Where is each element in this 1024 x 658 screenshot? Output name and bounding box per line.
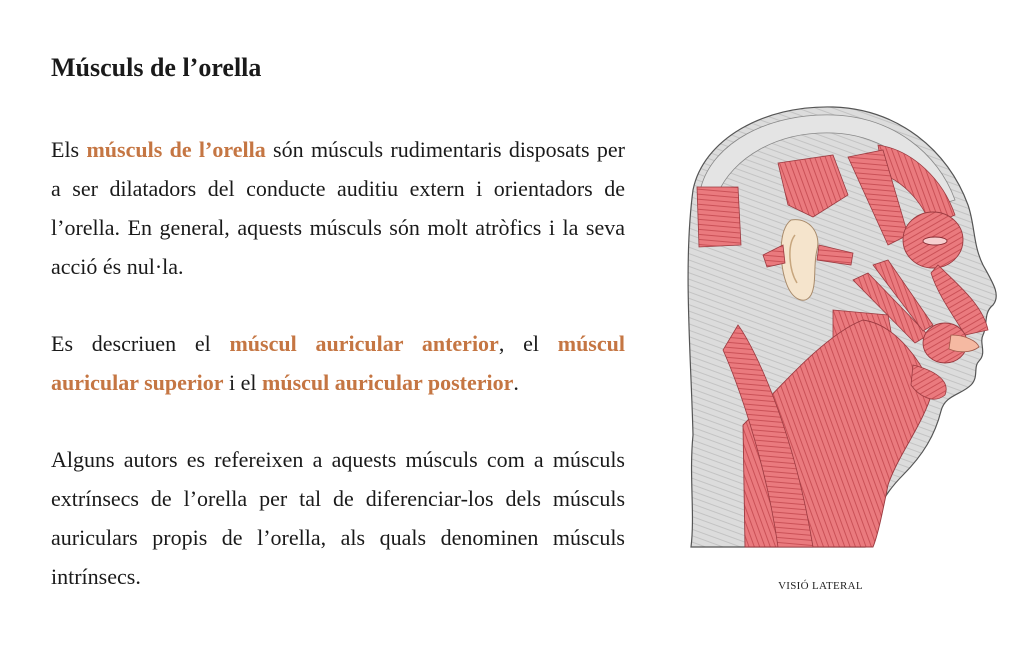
- text: Alguns autors es refereixen a aquests músculs com a músculs extrínsecs de l’orella per tal de diferenciar-los dels músculs auriculars propis de l’orella, als quals denominen músculs intrínsecs.: [51, 447, 625, 589]
- head-muscles-figure: [683, 95, 1003, 555]
- link-auricular-superior[interactable]: múscul auricular superior: [51, 331, 625, 395]
- paragraph-intro: [51, 130, 625, 286]
- page-title: Músculs de l’orella: [51, 53, 262, 82]
- text: Els: [51, 137, 87, 162]
- text: .: [513, 370, 519, 395]
- text: i el: [223, 370, 263, 395]
- eye: [923, 237, 947, 245]
- text: són músculs rudimentaris disposats per a ser dilatadors del conducte auditiu extern i orientadors de l’orella. En general, aquests músculs són molt atròfics i la seva acció és nul·la.: [51, 137, 625, 279]
- link-auricular-anterior[interactable]: múscul auricular anterior: [229, 331, 499, 356]
- text: Es descriuen el: [51, 331, 230, 356]
- link-musculs-orella[interactable]: músculs de l’orella: [86, 137, 266, 162]
- head-muscles-illustration: [683, 95, 1003, 555]
- occipital-muscle: [697, 187, 741, 247]
- paragraph-list: [51, 324, 625, 402]
- paragraph-extrinsic: [51, 440, 625, 596]
- text: , el: [498, 331, 558, 356]
- article-body: [51, 130, 625, 596]
- figure-caption: VISIÓ LATERAL: [778, 580, 863, 592]
- link-auricular-posterior[interactable]: múscul auricular posterior: [262, 370, 514, 395]
